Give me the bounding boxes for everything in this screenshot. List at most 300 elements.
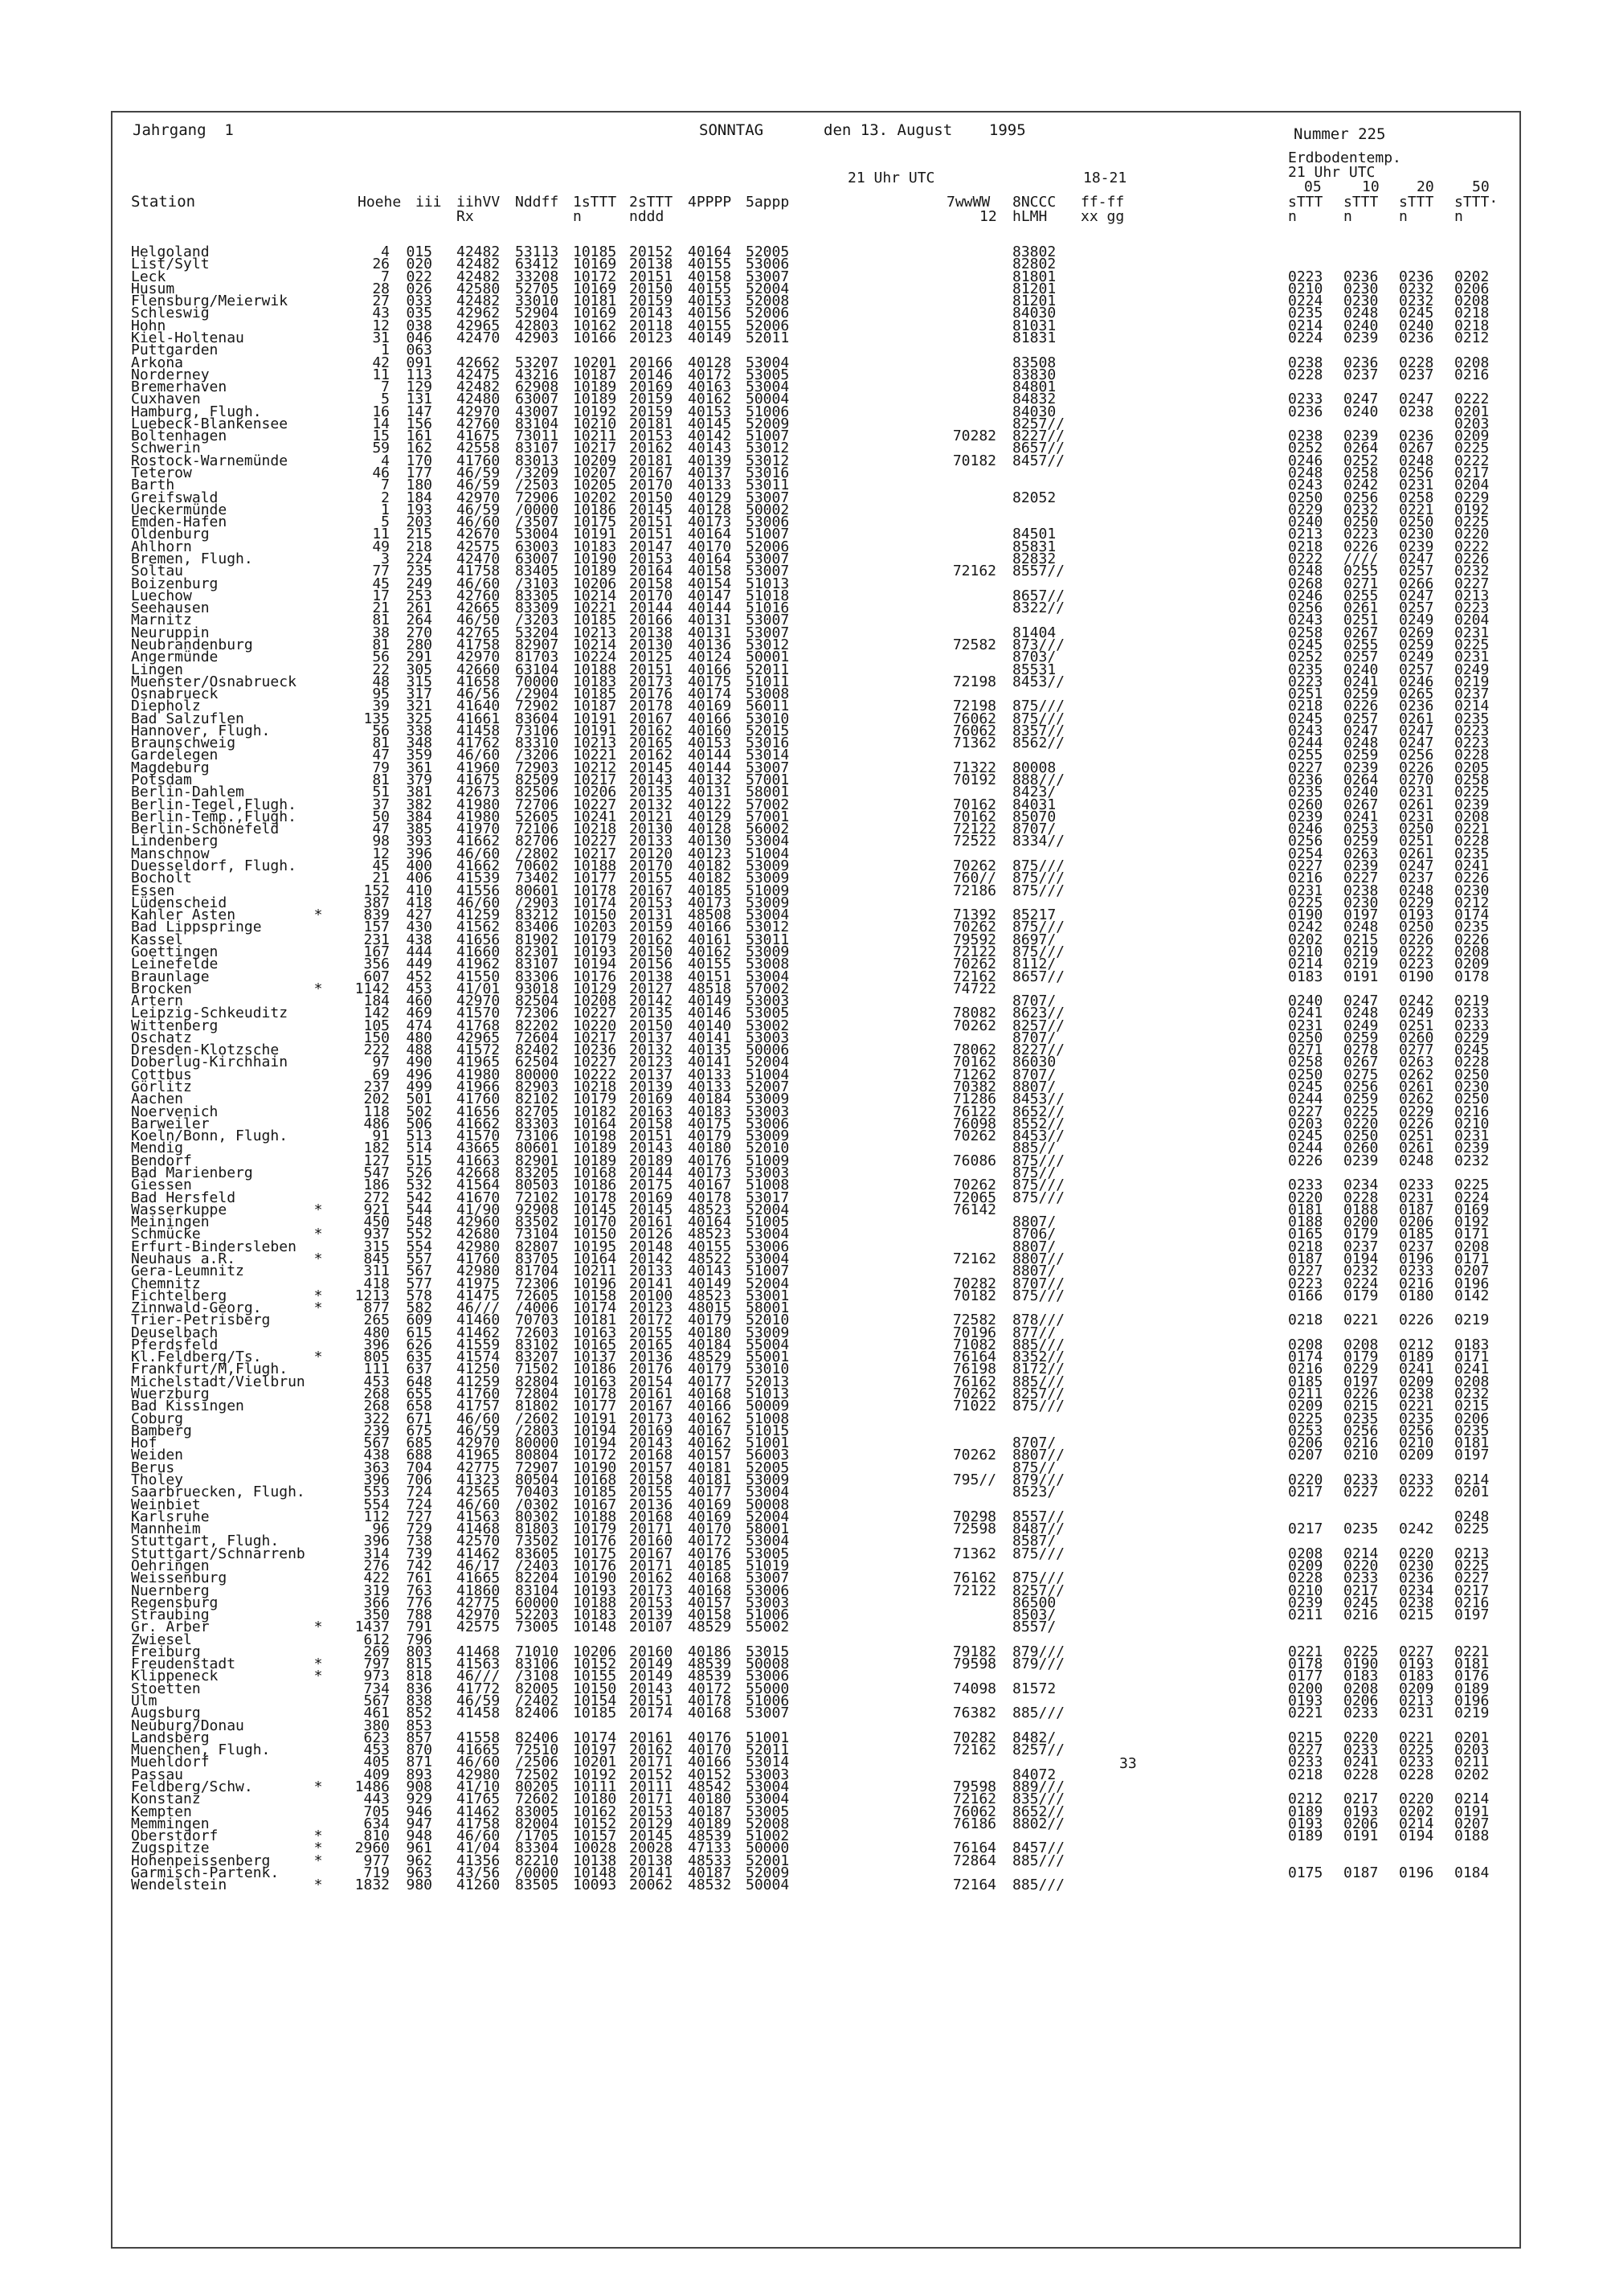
- cell-soil-20: 0249: [1399, 649, 1434, 666]
- cell-appp5: 51013: [746, 1385, 790, 1403]
- cell-www7: 76164: [952, 1349, 996, 1366]
- cell-hoehe: 38: [372, 624, 390, 641]
- cell-nccc8: 875///: [1012, 1189, 1065, 1206]
- cell-iihvv: 42665: [456, 600, 501, 617]
- cell-nddff: 42903: [515, 329, 559, 346]
- cell-pppp4: 48518: [688, 980, 732, 997]
- cell-sttt1: 10241: [573, 808, 617, 825]
- cell-soil-50: 0207: [1454, 1263, 1490, 1280]
- cell-soil-05: 0227: [1288, 759, 1323, 776]
- cell-soil-05: 0227: [1288, 857, 1323, 874]
- cell-sttt2: 20118: [629, 317, 673, 334]
- cell-pppp4: 40129: [688, 808, 732, 825]
- cell-pppp4: 40168: [688, 1570, 732, 1587]
- cell-pppp4: 40155: [688, 956, 732, 973]
- cell-pppp4: 40139: [688, 452, 732, 469]
- cell-sttt1: 10111: [573, 1778, 617, 1795]
- cell-hoehe: 839: [363, 907, 390, 924]
- cell-soil-20: 0214: [1399, 1815, 1434, 1832]
- cell-soil-05: 0210: [1288, 943, 1323, 960]
- cell-nccc8: 875///: [1012, 919, 1065, 936]
- cell-soil-05: 0214: [1288, 317, 1323, 334]
- cell-sttt1: 10185: [573, 244, 617, 260]
- cell-soil-50: 0224: [1454, 1189, 1490, 1206]
- cell-iii: 224: [406, 550, 432, 567]
- cell-sttt1: 10217: [573, 771, 617, 789]
- cell-pppp4: 40146: [688, 1005, 732, 1022]
- cell-hoehe: 356: [363, 956, 390, 973]
- cell-sttt2: 20164: [629, 563, 673, 580]
- cell-soil-10: 0240: [1343, 403, 1379, 420]
- cell-appp5: 53004: [746, 1484, 790, 1501]
- cell-pppp4: 40163: [688, 379, 732, 396]
- cell-iihvv: 42470: [456, 329, 501, 346]
- cell-hoehe: 265: [363, 1312, 390, 1329]
- cell-www7: 79598: [952, 1778, 996, 1795]
- cell-sttt2: 20167: [629, 465, 673, 482]
- cell-station-name: Frankfurt/M,Flugh.: [131, 1361, 288, 1378]
- cell-iihvv: 46/59: [456, 1422, 501, 1439]
- cell-station-name: Braunlage: [131, 968, 210, 985]
- cell-iihvv: 41559: [456, 1336, 501, 1353]
- cell-soil-50: 0204: [1454, 477, 1490, 494]
- cell-sttt1: 10191: [573, 710, 617, 727]
- cell-soil-10: 0267: [1343, 1054, 1379, 1071]
- cell-iii: 763: [406, 1582, 432, 1599]
- cell-soil-50: 0229: [1454, 489, 1490, 506]
- cell-sttt1: 10202: [573, 489, 617, 506]
- cell-hoehe: 21: [372, 600, 390, 617]
- cell-hoehe: 396: [363, 1471, 390, 1488]
- cell-nddff: /2602: [515, 1410, 559, 1427]
- col-1sttt-sub: n: [573, 208, 582, 225]
- cell-nddff: 70000: [515, 673, 559, 690]
- cell-iihvv: 41760: [456, 1091, 501, 1108]
- cell-station-name: Görlitz: [131, 1078, 192, 1096]
- cell-iii: 947: [406, 1815, 432, 1832]
- cell-soil-20: 0230: [1399, 1557, 1434, 1574]
- cell-nccc8: 85217: [1012, 907, 1057, 924]
- cell-iihvv: 42660: [456, 661, 501, 678]
- cell-soil-10: 0179: [1343, 1226, 1379, 1243]
- cell-appp5: 53006: [746, 1115, 790, 1132]
- cell-hoehe: 47: [372, 821, 390, 838]
- cell-iihvv: 41980: [456, 808, 501, 825]
- cell-station-name: Giessen: [131, 1177, 192, 1194]
- cell-sttt1: 10182: [573, 1103, 617, 1120]
- cell-iihvv: 41665: [456, 1570, 501, 1587]
- cell-iii: 671: [406, 1410, 432, 1427]
- cell-iihvv: 41970: [456, 821, 501, 838]
- cell-hoehe: 37: [372, 796, 390, 813]
- cell-soil-10: 0208: [1343, 1336, 1379, 1353]
- cell-iii: 554: [406, 1238, 432, 1255]
- cell-iii: 791: [406, 1619, 432, 1636]
- cell-iihvv: 41323: [456, 1471, 501, 1488]
- cell-soil-10: 0223: [1343, 526, 1379, 543]
- cell-soil-20: 0187: [1399, 1201, 1434, 1218]
- cell-appp5: 56003: [746, 1447, 790, 1464]
- cell-nccc8: 8352//: [1012, 1349, 1065, 1366]
- cell-iii: 502: [406, 1103, 432, 1120]
- cell-soil-20: 0238: [1399, 403, 1434, 420]
- cell-soil-50: 0233: [1454, 1017, 1490, 1034]
- cell-soil-05: 0246: [1288, 821, 1323, 838]
- cell-station-name: Memmingen: [131, 1815, 210, 1832]
- cell-soil-10: 0259: [1343, 686, 1379, 703]
- cell-pppp4: 40166: [688, 1398, 732, 1415]
- cell-soil-05: 0216: [1288, 870, 1323, 887]
- cell-station-name: Zwiesel: [131, 1631, 192, 1648]
- cell-soil-50: 0237: [1454, 686, 1490, 703]
- cell-station-name: Emden-Hafen: [131, 514, 227, 531]
- cell-appp5: 53012: [746, 452, 790, 469]
- cell-soil-20: 0257: [1399, 661, 1434, 678]
- cell-appp5: 52006: [746, 317, 790, 334]
- cell-iihvv: 41356: [456, 1852, 501, 1869]
- cell-soil-05: 0244: [1288, 1140, 1323, 1157]
- cell-soil-05: 0231: [1288, 1017, 1323, 1034]
- cell-nccc8: 8657//: [1012, 587, 1065, 604]
- cell-iihvv: 42965: [456, 317, 501, 334]
- cell-station-name: Magdeburg: [131, 759, 210, 776]
- cell-iii: 648: [406, 1373, 432, 1390]
- cell-nddff: /2403: [515, 1557, 559, 1574]
- cell-iii: 184: [406, 489, 432, 506]
- cell-soil-20: 0222: [1399, 1484, 1434, 1501]
- cell-appp5: 51007: [746, 1263, 790, 1280]
- cell-hoehe: 118: [363, 1103, 390, 1120]
- cell-soil-10: 0275: [1343, 1066, 1379, 1083]
- cell-soil-20: 0226: [1399, 759, 1434, 776]
- cell-iihvv: 46/50: [456, 612, 501, 629]
- cell-iihvv: 46/60: [456, 514, 501, 531]
- cell-iii: 161: [406, 428, 432, 445]
- cell-iii: 542: [406, 1189, 432, 1206]
- soil-code-20: sTTT: [1399, 194, 1434, 211]
- cell-nccc8: 8334//: [1012, 833, 1065, 850]
- cell-nccc8: 8652//: [1012, 1803, 1065, 1820]
- cell-sttt2: 20171: [629, 1520, 673, 1538]
- cell-pppp4: 40149: [688, 1275, 732, 1292]
- cell-iii: 348: [406, 735, 432, 752]
- cell-soil-05: 0244: [1288, 735, 1323, 752]
- cell-soil-10: 0271: [1343, 575, 1379, 592]
- cell-iii: 946: [406, 1803, 432, 1820]
- cell-sttt1: 10217: [573, 440, 617, 457]
- cell-soil-10: 0257: [1343, 710, 1379, 727]
- cell-sttt1: 10206: [573, 784, 617, 801]
- cell-soil-20: 0228: [1399, 354, 1434, 371]
- cell-iii: 264: [406, 612, 432, 629]
- cell-www7: 79598: [952, 1655, 996, 1673]
- cell-sttt2: 20028: [629, 1840, 673, 1857]
- cell-soil-50: 0205: [1454, 759, 1490, 776]
- cell-iii: 469: [406, 1005, 432, 1022]
- cell-soil-20: 0190: [1399, 968, 1434, 985]
- cell-station-name: Meiningen: [131, 1213, 210, 1231]
- cell-pppp4: 40178: [688, 1692, 732, 1710]
- cell-iihvv: 42570: [456, 1533, 501, 1550]
- cell-pppp4: 48532: [688, 1876, 732, 1894]
- cell-nccc8: 875///: [1012, 1152, 1065, 1169]
- cell-nddff: 80601: [515, 882, 559, 899]
- cell-soil-05: 0165: [1288, 1226, 1323, 1243]
- cell-station-name: Feldberg/Schw. *: [131, 1778, 323, 1795]
- cell-iii: 129: [406, 379, 432, 396]
- cell-soil-05: 0188: [1288, 1213, 1323, 1231]
- cell-soil-05: 0240: [1288, 514, 1323, 531]
- cell-www7: 72598: [952, 1520, 996, 1538]
- cell-appp5: 53007: [746, 489, 790, 506]
- cell-soil-10: 0215: [1343, 931, 1379, 948]
- cell-iii: 091: [406, 354, 432, 371]
- cell-iihvv: 41768: [456, 1017, 501, 1034]
- cell-iii: 449: [406, 956, 432, 973]
- cell-sttt1: 10220: [573, 1017, 617, 1034]
- cell-appp5: 53009: [746, 1324, 790, 1341]
- cell-sttt1: 10174: [573, 1299, 617, 1317]
- cell-hoehe: 1832: [354, 1876, 390, 1894]
- cell-nddff: /3206: [515, 747, 559, 764]
- cell-nddff: 72502: [515, 1766, 559, 1783]
- cell-hoehe: 438: [363, 1447, 390, 1464]
- cell-sttt1: 10028: [573, 1840, 617, 1857]
- cell-soil-50: 0222: [1454, 452, 1490, 469]
- cell-soil-20: 0226: [1399, 1115, 1434, 1132]
- cell-nccc8: 8503/: [1012, 1606, 1057, 1624]
- cell-appp5: 50001: [746, 649, 790, 666]
- cell-soil-10: 0264: [1343, 440, 1379, 457]
- cell-nddff: /3108: [515, 1668, 559, 1685]
- cell-station-name: Lingen: [131, 661, 184, 678]
- cell-soil-05: 0181: [1288, 1201, 1323, 1218]
- cell-soil-50: 0235: [1454, 845, 1490, 862]
- cell-www7: 72162: [952, 563, 996, 580]
- cell-soil-10: 0226: [1343, 698, 1379, 715]
- cell-iihvv: 41975: [456, 1275, 501, 1292]
- cell-nddff: /0000: [515, 1864, 559, 1881]
- cell-soil-10: 0219: [1343, 956, 1379, 973]
- cell-soil-20: 0261: [1399, 1140, 1434, 1157]
- cell-www7: 70262: [952, 1128, 996, 1145]
- cell-www7: 76162: [952, 1373, 996, 1390]
- cell-sttt2: 20151: [629, 1128, 673, 1145]
- cell-soil-05: 0211: [1288, 1606, 1323, 1624]
- cell-soil-10: 0191: [1343, 968, 1379, 985]
- cell-pppp4: 40144: [688, 600, 732, 617]
- cell-soil-20: 0261: [1399, 845, 1434, 862]
- cell-soil-50: 0223: [1454, 722, 1490, 739]
- cell-pppp4: 40178: [688, 1189, 732, 1206]
- cell-nddff: 33208: [515, 268, 559, 285]
- col-7www-sub: 12: [979, 208, 997, 225]
- cell-nccc8: 875///: [1012, 857, 1065, 874]
- cell-iihvv: 41760: [456, 452, 501, 469]
- cell-iii: 788: [406, 1606, 432, 1624]
- cell-soil-50: 0216: [1454, 366, 1490, 383]
- cell-sttt2: 20137: [629, 1066, 673, 1083]
- cell-sttt1: 10236: [573, 1042, 617, 1059]
- cell-nddff: 73104: [515, 1226, 559, 1243]
- cell-soil-50: 0230: [1454, 1078, 1490, 1096]
- cell-iihvv: 41675: [456, 428, 501, 445]
- cell-sttt2: 20163: [629, 1103, 673, 1120]
- cell-soil-05: 0189: [1288, 1803, 1323, 1820]
- cell-iihvv: 46/60: [456, 575, 501, 592]
- cell-www7: 72162: [952, 1741, 996, 1759]
- cell-sttt1: 10185: [573, 1484, 617, 1501]
- cell-hoehe: 315: [363, 1238, 390, 1255]
- cell-soil-50: 0228: [1454, 1054, 1490, 1071]
- cell-nccc8: 8707/: [1012, 992, 1057, 1010]
- cell-iii: 305: [406, 661, 432, 678]
- cell-hoehe: 56: [372, 649, 390, 666]
- cell-nccc8: 83508: [1012, 354, 1057, 371]
- cell-soil-10: 0227: [1343, 1484, 1379, 1501]
- cell-iii: 035: [406, 305, 432, 322]
- col-5appp: 5appp: [746, 194, 790, 211]
- cell-nddff: 72605: [515, 1287, 559, 1304]
- cell-sttt1: 10163: [573, 1324, 617, 1341]
- cell-nddff: 83102: [515, 1336, 559, 1353]
- cell-nccc8: 889///: [1012, 1778, 1065, 1795]
- cell-iihvv: 42970: [456, 1434, 501, 1452]
- cell-pppp4: 40149: [688, 329, 732, 346]
- cell-nccc8: 8487//: [1012, 1520, 1065, 1538]
- col-1sttt: 1sTTT: [573, 194, 617, 211]
- cell-station-name: Schmücke *: [131, 1226, 323, 1243]
- cell-station-name: Seehausen: [131, 600, 210, 617]
- cell-nccc8: 875///: [1012, 882, 1065, 899]
- cell-station-name: Neuhaus a.R. *: [131, 1250, 323, 1267]
- cell-sttt1: 10218: [573, 821, 617, 838]
- cell-soil-20: 0215: [1399, 1606, 1434, 1624]
- cell-soil-20: 0260: [1399, 1029, 1434, 1046]
- cell-sttt1: 10150: [573, 1226, 617, 1243]
- cell-appp5: 53003: [746, 1029, 790, 1046]
- cell-station-name: Goettingen: [131, 943, 219, 960]
- cell-iii: 724: [406, 1484, 432, 1501]
- cell-sttt1: 10227: [573, 1054, 617, 1071]
- cell-sttt2: 20169: [629, 1422, 673, 1439]
- cell-sttt1: 10183: [573, 1606, 617, 1624]
- cell-sttt2: 20167: [629, 1545, 673, 1562]
- cell-soil-20: 0234: [1399, 1582, 1434, 1599]
- cell-soil-10: 0256: [1343, 1078, 1379, 1096]
- cell-sttt1: 10155: [573, 1668, 617, 1685]
- soil-n-20: n: [1399, 208, 1408, 225]
- cell-nddff: 72804: [515, 1385, 559, 1403]
- cell-www7: 70262: [952, 1385, 996, 1403]
- cell-iii: 685: [406, 1434, 432, 1452]
- cell-appp5: 53010: [746, 710, 790, 727]
- cell-soil-50: 0171: [1454, 1349, 1490, 1366]
- cell-station-name: Leck: [131, 268, 166, 285]
- cell-iii: 033: [406, 293, 432, 310]
- cell-soil-10: 0230: [1343, 293, 1379, 310]
- cell-soil-50: 0223: [1454, 600, 1490, 617]
- cell-soil-10: 0256: [1343, 489, 1379, 506]
- cell-sttt1: 10224: [573, 649, 617, 666]
- cell-soil-10: 0259: [1343, 1091, 1379, 1108]
- cell-pppp4: 40157: [688, 1594, 732, 1611]
- cell-hoehe: 422: [363, 1570, 390, 1587]
- cell-pppp4: 40174: [688, 686, 732, 703]
- cell-station-name: Passau: [131, 1766, 184, 1783]
- cell-appp5: 50004: [746, 391, 790, 408]
- cell-soil-50: 0221: [1454, 1643, 1490, 1660]
- cell-iii: 406: [406, 870, 432, 887]
- cell-pppp4: 40168: [688, 1582, 732, 1599]
- cell-soil-10: 0232: [1343, 1263, 1379, 1280]
- cell-pppp4: 40172: [688, 366, 732, 383]
- cell-pppp4: 40168: [688, 1705, 732, 1722]
- cell-appp5: 53005: [746, 1545, 790, 1562]
- cell-iihvv: 41640: [456, 698, 501, 715]
- cell-iii: 046: [406, 329, 432, 346]
- cell-pppp4: 40154: [688, 575, 732, 592]
- cell-sttt1: 10169: [573, 280, 617, 297]
- cell-soil-20: 0233: [1399, 1471, 1434, 1488]
- cell-hoehe: 135: [363, 710, 390, 727]
- cell-hoehe: 157: [363, 919, 390, 936]
- cell-hoehe: 231: [363, 931, 390, 948]
- cell-nccc8: 875///: [1012, 1545, 1065, 1562]
- cell-soil-05: 0239: [1288, 808, 1323, 825]
- cell-soil-05: 0233: [1288, 1754, 1323, 1771]
- cell-nccc8: 80008: [1012, 759, 1057, 776]
- cell-hoehe: 77: [372, 563, 390, 580]
- cell-soil-10: 0225: [1343, 1103, 1379, 1120]
- cell-soil-10: 0220: [1343, 1557, 1379, 1574]
- cell-hoehe: 409: [363, 1766, 390, 1783]
- cell-sttt1: 10189: [573, 563, 617, 580]
- cell-nddff: 72510: [515, 1741, 559, 1759]
- cell-pppp4: 40173: [688, 1164, 732, 1181]
- cell-www7: 795//: [952, 1471, 996, 1488]
- cell-station-name: Weiden: [131, 1447, 184, 1464]
- cell-pppp4: 40149: [688, 992, 732, 1010]
- cell-soil-10: 0226: [1343, 538, 1379, 555]
- cell-hoehe: 127: [363, 1152, 390, 1169]
- cell-pppp4: 40158: [688, 563, 732, 580]
- cell-soil-20: 0202: [1399, 1803, 1434, 1820]
- cell-pppp4: 40143: [688, 1263, 732, 1280]
- cell-pppp4: 40167: [688, 1177, 732, 1194]
- cell-soil-50: 0249: [1454, 661, 1490, 678]
- cell-www7: 760//: [952, 870, 996, 887]
- cell-iihvv: 41760: [456, 1385, 501, 1403]
- cell-hoehe: 7: [381, 477, 390, 494]
- cell-sttt1: 10221: [573, 747, 617, 764]
- cell-station-name: Augsburg: [131, 1705, 201, 1722]
- cell-iii: 853: [406, 1717, 432, 1734]
- cell-nccc8: 885//: [1012, 1140, 1057, 1157]
- cell-nddff: 73502: [515, 1533, 559, 1550]
- cell-iihvv: 41980: [456, 1066, 501, 1083]
- cell-nddff: /0000: [515, 501, 559, 518]
- cell-iii: 776: [406, 1594, 432, 1611]
- cell-hoehe: 276: [363, 1557, 390, 1574]
- cell-station-name: Bad Hersfeld: [131, 1189, 236, 1206]
- cell-sttt1: 10209: [573, 452, 617, 469]
- cell-appp5: 53007: [746, 563, 790, 580]
- cell-iihvv: 46/60: [456, 894, 501, 911]
- cell-soil-05: 0253: [1288, 1422, 1323, 1439]
- cell-iii: 317: [406, 686, 432, 703]
- cell-soil-10: 0238: [1343, 882, 1379, 899]
